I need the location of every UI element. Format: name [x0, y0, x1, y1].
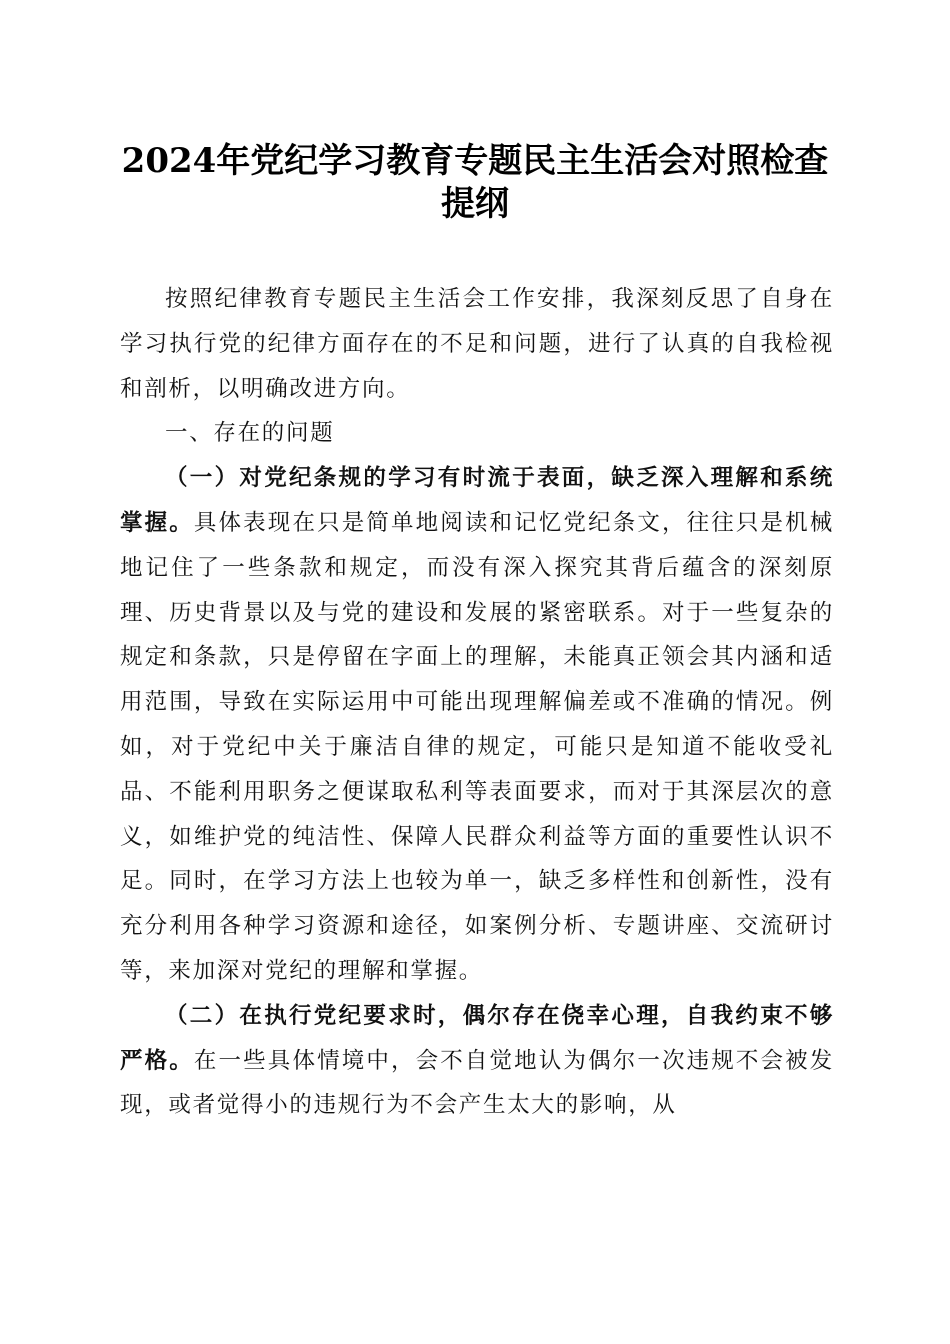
document-title: 2024年党纪学习教育专题民主生活会对照检查提纲	[121, 141, 829, 224]
intro-paragraph: 按照纪律教育专题民主生活会工作安排，我深刻反思了自身在学习执行党的纪律方面存在的不足和问题，进行了认真的自我检视和剖析，以明确改进方向。	[120, 286, 834, 402]
section-heading-problems: 一、存在的问题	[165, 420, 335, 447]
document-body	[120, 277, 834, 1128]
item-1-body: 具体表现在只是简单地阅读和记忆党纪条文，往往只是机械地记住了一些条款和规定，而没有深入探究其背后蕴含的深刻原理、历史背景以及与党的建设和发展的紧密联系。对于一些复杂的规定和条款，只是停留在字面上的理解，未能真正领会其内涵和适用范围，导致在实际运用中可能出现理解偏差或不准确的情况。例如，对于党纪中关于廉洁自律的规定，可能只是知道不能收受礼品、不能利用职务之便谋取私利等表面要求，而对于其深层次的意义，如维护党的纯洁性、保障人民群众利益等方面的重要性认识不足。同时，在学习方法上也较为单一，缺乏多样性和创新性，没有充分利用各种学习资源和途径，如案例分析、专题讲座、交流研讨等，来加深对党纪的理解和掌握。	[120, 509, 834, 984]
item-2-body: 在一些具体情境中，会不自觉地认为偶尔一次违规不会被发现，或者觉得小的违规行为不会产生太大的影响，从	[120, 1047, 834, 1119]
item-1-paragraph	[120, 456, 834, 994]
item-1-lead: （一）对党纪条规的学习有时流于表面，缺乏深入理解和系统掌握。	[120, 465, 834, 536]
item-2-paragraph	[120, 994, 834, 1128]
item-2-lead: （二）在执行党纪要求时，偶尔存在侥幸心理，自我约束不够严格。	[120, 1002, 834, 1074]
